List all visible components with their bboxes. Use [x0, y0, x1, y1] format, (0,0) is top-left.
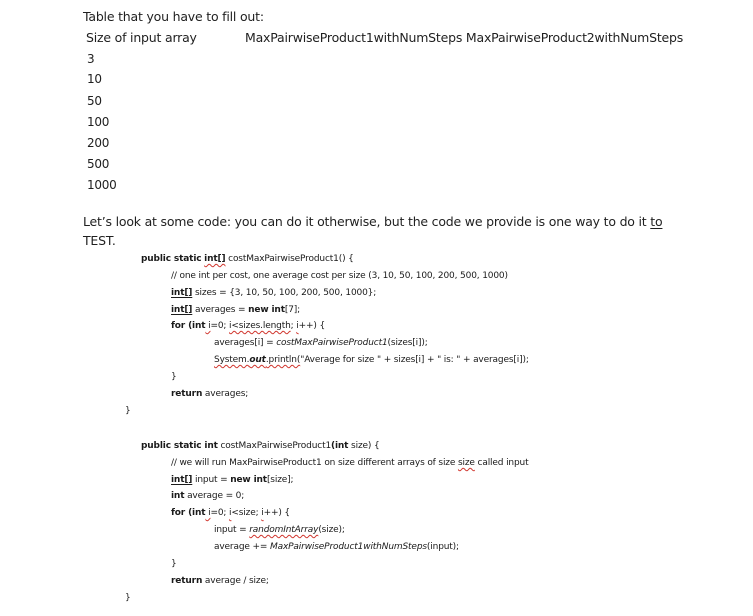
size-row: 50: [87, 94, 102, 108]
code1-for-line: for (int i=0; i<sizes.length; i++) {: [171, 321, 326, 331]
intro-paragraph: [83, 214, 662, 229]
size-row: 10: [87, 72, 102, 86]
code1-close-method: }: [125, 406, 131, 416]
code2-random-line: input = randomIntArray(size);: [214, 525, 345, 535]
size-row: 3: [87, 52, 95, 66]
size-row: 100: [87, 115, 110, 129]
intro-link[interactable]: to: [650, 214, 663, 229]
code1-close-loop: }: [171, 372, 177, 382]
column-header-algorithms: MaxPairwiseProduct1withNumSteps MaxPairwiseProduct2withNumSteps: [245, 30, 684, 45]
column-header-size: Size of input array: [86, 30, 197, 45]
code1-return-line: return averages;: [171, 389, 249, 399]
code2-average-assign-line: average += MaxPairwiseProduct1withNumSteps(input);: [214, 542, 459, 552]
code2-average-line: int average = 0;: [171, 491, 245, 501]
code1-averages-line: int[] averages = new int[7];: [171, 305, 301, 315]
code2-return-line: return average / size;: [171, 576, 269, 586]
intro-text: Let’s look at some code: you can do it otherwise, but the code we provide is one way to do it: [83, 214, 651, 229]
code1-assign-line: averages[i] = costMaxPairwiseProduct1(sizes[i]);: [214, 338, 428, 348]
code1-print-line: System.out.println("Average for size " + sizes[i] + " is: " + averages[i]);: [214, 355, 529, 365]
code1-comment: // one int per cost, one average cost per size (3, 10, 50, 100, 200, 500, 1000): [171, 271, 508, 281]
table-heading: Table that you have to fill out:: [83, 9, 264, 24]
size-row: 500: [87, 157, 110, 171]
size-row: 200: [87, 136, 110, 150]
code2-comment: // we will run MaxPairwiseProduct1 on size different arrays of size size called input: [171, 458, 529, 468]
intro-paragraph-line2: TEST.: [83, 233, 116, 248]
code2-input-line: int[] input = new int[size];: [171, 475, 294, 485]
code2-close-method: }: [125, 593, 131, 603]
code2-close-loop: }: [171, 559, 177, 569]
code1-sizes-line: int[] sizes = {3, 10, 50, 100, 200, 500, 1000};: [171, 288, 377, 298]
code2-signature: public static int costMaxPairwiseProduct1(int size) {: [141, 441, 380, 451]
code1-signature: public static int[] costMaxPairwiseProduct1() {: [141, 254, 354, 264]
code2-for-line: for (int i=0; i<size; i++) {: [171, 508, 291, 518]
size-row: 1000: [87, 178, 117, 192]
